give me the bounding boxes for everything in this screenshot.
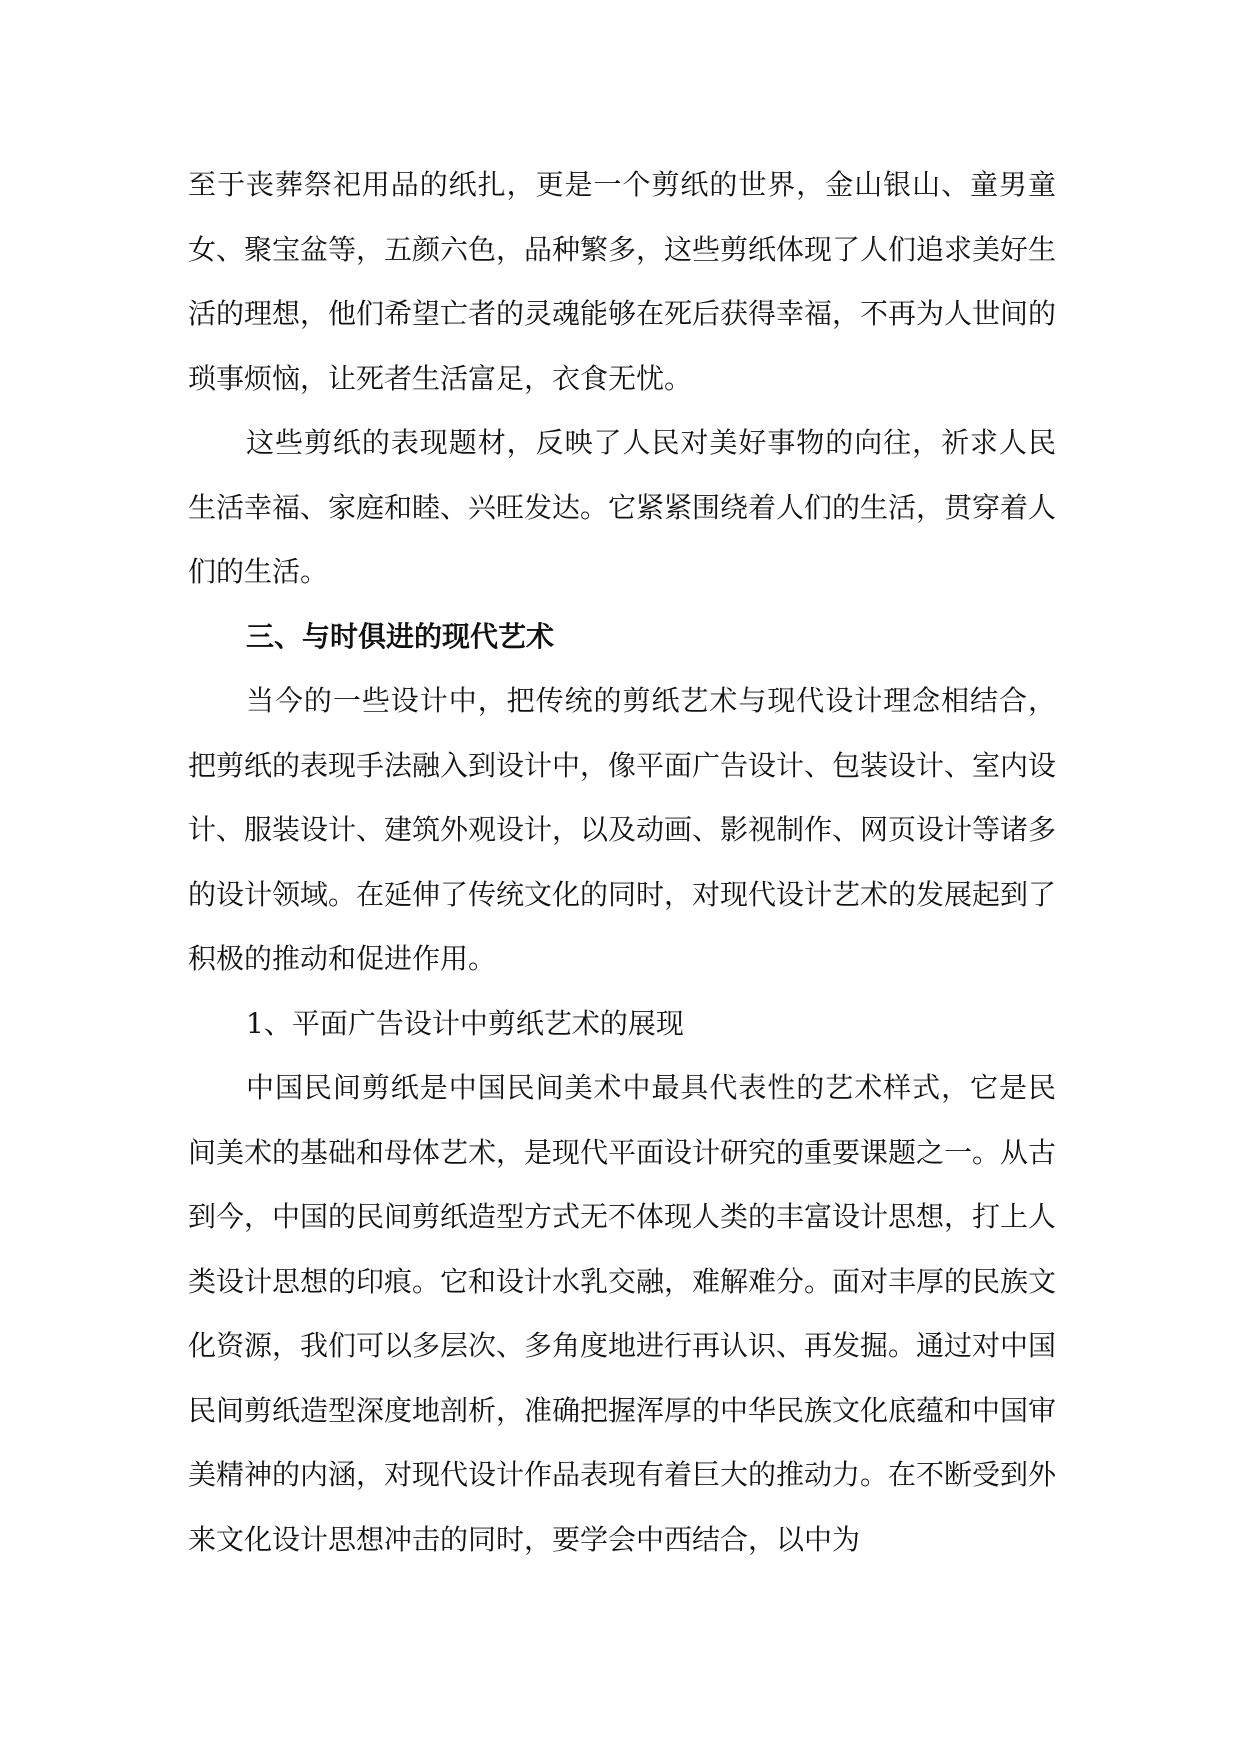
paragraph-modern-design: 当今的一些设计中，把传统的剪纸艺术与现代设计理念相结合，把剪纸的表现手法融入到设计中，像平面广告设计、包装设计、室内设计、服装设计、建筑外观设计，以及动画、影视制作、网页设计等诸多的设计领域。在延伸了传统文化的同时，对现代设计艺术的发展起到了积极的推动和促进作用。 [188, 684, 1057, 975]
paragraph-themes: 这些剪纸的表现题材，反映了人民对美好事物的向往，祈求人民生活幸福、家庭和睦、兴旺发达。它紧紧围绕着人们的生活，贯穿着人们的生活。 [188, 426, 1057, 588]
paragraph-funeral-paper-craft: 至于丧葬祭祀用品的纸扎，更是一个剪纸的世界，金山银山、童男童女、聚宝盆等，五颜六色，品种繁多，这些剪纸体现了人们追求美好生活的理想，他们希望亡者的灵魂能够在死后获得幸福，不再为人世间的琐事烦恼，让死者生活富足，衣食无忧。 [188, 168, 1057, 395]
document-body [188, 153, 1056, 1572]
section-heading: 三、与时俱进的现代艺术 [246, 619, 555, 653]
subsection-heading: 1、平面广告设计中剪纸艺术的展现 [246, 1006, 684, 1040]
paragraph-folk-paper-cutting: 中国民间剪纸是中国民间美术中最具代表性的艺术样式，它是民间美术的基础和母体艺术，是现代平面设计研究的重要课题之一。从古到今，中国的民间剪纸造型方式无不体现人类的丰富设计思想，打上人类设计思想的印痕。它和设计水乳交融，难解难分。面对丰厚的民族文化资源，我们可以多层次、多角度地进行再认识、再发掘。通过对中国民间剪纸造型深度地剖析，准确把握浑厚的中华民族文化底蕴和中国审美精神的内涵，对现代设计作品表现有着巨大的推动力。在不断受到外来文化设计思想冲击的同时，要学会中西结合，以中为 [188, 1071, 1057, 1556]
